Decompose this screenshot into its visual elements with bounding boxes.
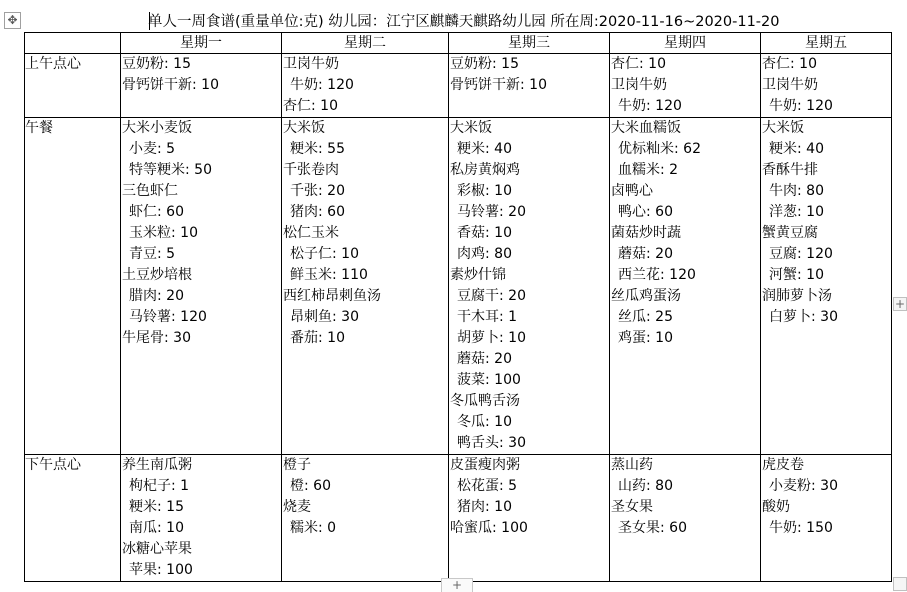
ingredient-line: 虾仁: 60: [129, 204, 184, 220]
ingredient-line: 糯米: 0: [290, 520, 337, 536]
dish-name: 大米饭: [450, 120, 492, 136]
add-row-plus-icon[interactable]: +: [441, 578, 473, 592]
header-corner: [25, 33, 121, 54]
dish-name: 酸奶: [762, 499, 790, 515]
dish-name: 丝瓜鸡蛋汤: [611, 288, 681, 304]
ingredient-line: 丝瓜: 25: [618, 309, 673, 325]
menu-cell-wednesday[interactable]: [449, 118, 610, 455]
ingredient-line: 鸡蛋: 10: [618, 330, 673, 346]
header-wednesday: 星期三: [449, 33, 610, 54]
resize-corner-icon[interactable]: [893, 577, 907, 591]
ingredient-line: 彩椒: 10: [457, 183, 512, 199]
ingredient-line: 鸭舌头: 30: [457, 435, 526, 451]
header-friday: 星期五: [761, 33, 892, 54]
ingredient-line: 特等粳米: 50: [129, 162, 212, 178]
ingredient-line: 马铃薯: 120: [129, 309, 207, 325]
ingredient-line: 山药: 80: [618, 478, 673, 494]
ingredient-line: 小麦粉: 30: [769, 478, 838, 494]
dish-name: 润肺萝卜汤: [762, 288, 832, 304]
dish-name: 骨钙饼干新: 10: [122, 77, 219, 93]
dish-name: 烧麦: [283, 499, 311, 515]
dish-name: 豆奶粉: 15: [450, 56, 519, 72]
ingredient-line: 猪肉: 10: [457, 499, 512, 515]
ingredient-line: 枸杞子: 1: [129, 478, 190, 494]
ingredient-line: 牛肉: 80: [769, 183, 824, 199]
ingredient-line: 松花蛋: 5: [457, 478, 518, 494]
dish-name: 橙子: [283, 457, 311, 473]
dish-name: 大米血糯饭: [611, 120, 681, 136]
dish-name: 杏仁: 10: [611, 56, 666, 72]
ingredient-line: 青豆: 5: [129, 246, 176, 262]
dish-name: 大米饭: [283, 120, 325, 136]
ingredient-line: 千张: 20: [290, 183, 345, 199]
ingredient-line: 蘑菇: 20: [457, 351, 512, 367]
dish-name: 牛尾骨: 30: [122, 330, 191, 346]
dish-name: 冰糖心苹果: [122, 541, 192, 557]
ingredient-line: 豆腐: 120: [769, 246, 833, 262]
meal-label: 午餐: [25, 118, 121, 455]
ingredient-line: 蘑菇: 20: [618, 246, 673, 262]
dish-name: 千张卷肉: [283, 162, 339, 178]
menu-cell-tuesday[interactable]: [282, 54, 449, 118]
dish-name: 蟹黄豆腐: [762, 225, 818, 241]
menu-cell-friday[interactable]: [761, 118, 892, 455]
dish-name: 松仁玉米: [283, 225, 339, 241]
dish-name: 养生南瓜粥: [122, 457, 192, 473]
move-handle-icon[interactable]: ✥: [4, 12, 21, 29]
dish-name: 土豆炒培根: [122, 267, 192, 283]
ingredient-line: 牛奶: 120: [290, 77, 354, 93]
menu-cell-thursday[interactable]: [610, 118, 761, 455]
ingredient-line: 粳米: 15: [129, 499, 184, 515]
dish-name: 卤鸭心: [611, 183, 653, 199]
ingredient-line: 豆腐干: 20: [457, 288, 526, 304]
dish-name: 私房黄焖鸡: [450, 162, 520, 178]
menu-cell-tuesday[interactable]: [282, 455, 449, 582]
ingredient-line: 胡萝卜: 10: [457, 330, 526, 346]
dish-name: 菌菇炒时蔬: [611, 225, 681, 241]
meal-label: 下午点心: [25, 455, 121, 582]
dish-name: 大米小麦饭: [122, 120, 192, 136]
ingredient-line: 圣女果: 60: [618, 520, 687, 536]
ingredient-line: 玉米粒: 10: [129, 225, 198, 241]
ingredient-line: 番茄: 10: [290, 330, 345, 346]
ingredient-line: 橙: 60: [290, 478, 331, 494]
header-tuesday: 星期二: [282, 33, 449, 54]
menu-cell-friday[interactable]: [761, 54, 892, 118]
dish-name: 卫岗牛奶: [283, 56, 339, 72]
meal-row: [25, 118, 892, 455]
header-monday: 星期一: [121, 33, 282, 54]
ingredient-line: 牛奶: 120: [769, 98, 833, 114]
meal-row: [25, 455, 892, 582]
weekly-menu-table: [24, 32, 892, 582]
dish-name: 蒸山药: [611, 457, 653, 473]
page-title: 单人一周食谱(重量单位:克) 幼儿园：江宁区麒麟天麒路幼儿园 所在周:2020-11-16~2020-11-20: [148, 14, 780, 30]
ingredient-line: 干木耳: 1: [457, 309, 518, 325]
menu-cell-friday[interactable]: [761, 455, 892, 582]
dish-name: 香酥牛排: [762, 162, 818, 178]
dish-name: 大米饭: [762, 120, 804, 136]
menu-cell-monday[interactable]: [121, 54, 282, 118]
dish-name: 骨钙饼干新: 10: [450, 77, 547, 93]
ingredient-line: 鸭心: 60: [618, 204, 673, 220]
dish-name: 虎皮卷: [762, 457, 804, 473]
ingredient-line: 马铃薯: 20: [457, 204, 526, 220]
dish-name: 杏仁: 10: [762, 56, 817, 72]
ingredient-line: 松子仁: 10: [290, 246, 359, 262]
ingredient-line: 昂刺鱼: 30: [290, 309, 359, 325]
dish-name: 素炒什锦: [450, 267, 506, 283]
meal-row: [25, 54, 892, 118]
dish-name: 杏仁: 10: [283, 98, 338, 114]
ingredient-line: 牛奶: 150: [769, 520, 833, 536]
ingredient-line: 苹果: 100: [129, 562, 193, 578]
menu-cell-wednesday[interactable]: [449, 54, 610, 118]
ingredient-line: 西兰花: 120: [618, 267, 696, 283]
dish-name: 哈蜜瓜: 100: [450, 520, 528, 536]
dish-name: 圣女果: [611, 499, 653, 515]
ingredient-line: 小麦: 5: [129, 141, 176, 157]
ingredient-line: 冬瓜: 10: [457, 414, 512, 430]
ingredient-line: 腊肉: 20: [129, 288, 184, 304]
ingredient-line: 猪肉: 60: [290, 204, 345, 220]
add-column-plus-icon[interactable]: +: [894, 297, 906, 311]
dish-name: 卫岗牛奶: [611, 77, 667, 93]
ingredient-line: 粳米: 40: [457, 141, 512, 157]
menu-cell-monday[interactable]: [121, 455, 282, 582]
menu-cell-thursday[interactable]: [610, 54, 761, 118]
dish-name: 豆奶粉: 15: [122, 56, 191, 72]
ingredient-line: 肉鸡: 80: [457, 246, 512, 262]
menu-cell-thursday[interactable]: [610, 455, 761, 582]
menu-cell-monday[interactable]: [121, 118, 282, 455]
ingredient-line: 鲜玉米: 110: [290, 267, 368, 283]
dish-name: 西红柿昂刺鱼汤: [283, 288, 381, 304]
header-thursday: 星期四: [610, 33, 761, 54]
dish-name: 三色虾仁: [122, 183, 178, 199]
ingredient-line: 牛奶: 120: [618, 98, 682, 114]
dish-name: 卫岗牛奶: [762, 77, 818, 93]
dish-name: 皮蛋瘦肉粥: [450, 457, 520, 473]
ingredient-line: 洋葱: 10: [769, 204, 824, 220]
ingredient-line: 南瓜: 10: [129, 520, 184, 536]
ingredient-line: 白萝卜: 30: [769, 309, 838, 325]
ingredient-line: 香菇: 10: [457, 225, 512, 241]
ingredient-line: 优标籼米: 62: [618, 141, 701, 157]
dish-name: 冬瓜鸭舌汤: [450, 393, 520, 409]
ingredient-line: 河蟹: 10: [769, 267, 824, 283]
menu-cell-tuesday[interactable]: [282, 118, 449, 455]
ingredient-line: 血糯米: 2: [618, 162, 679, 178]
meal-label: 上午点心: [25, 54, 121, 118]
header-row: [25, 33, 892, 54]
ingredient-line: 粳米: 55: [290, 141, 345, 157]
ingredient-line: 菠菜: 100: [457, 372, 521, 388]
menu-cell-wednesday[interactable]: [449, 455, 610, 582]
ingredient-line: 粳米: 40: [769, 141, 824, 157]
